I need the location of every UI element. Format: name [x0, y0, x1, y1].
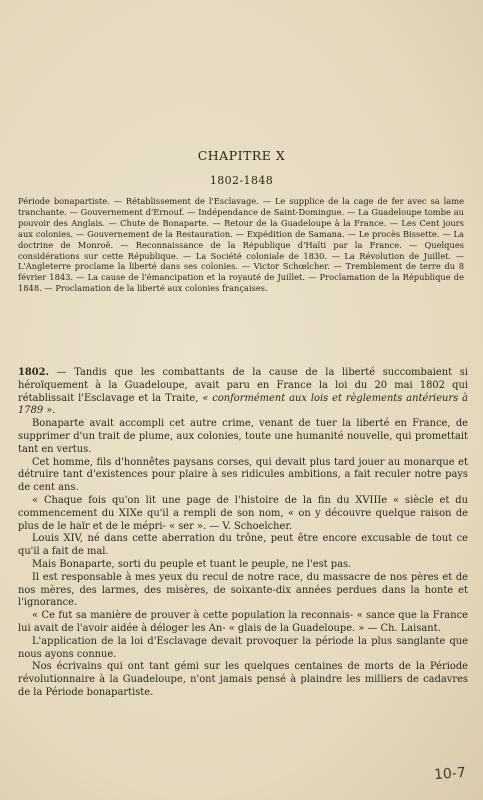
- chapter-dates: 1802-1848: [209, 174, 274, 187]
- paragraph: Louis XIV, né dans cette aberration du trône, peut être encore excusable de tout ce qu'il a fait de mal.: [18, 533, 468, 558]
- body-text: [18, 367, 468, 700]
- paragraph: [18, 367, 468, 418]
- handwritten-note: 10-7: [433, 764, 467, 784]
- paragraph: « Chaque fois qu'on lit une page de l'histoire de la fin du XVIIIe « siècle et du commencement du XIXe qu'il a rempli de son nom, « on y découvre quelque raison de plus de le haïr et de le mépri- « ser ». — V. Schoelcher.: [18, 494, 468, 532]
- paragraph: Il est responsable à mes yeux du recul de notre race, du massacre de nos pères et de nos mères, des larmes, des misères, de soixante-dix années perdues dans la honte et l'ignorance.: [18, 571, 468, 609]
- paragraph-year: 1802.: [18, 367, 49, 378]
- paragraph-quote: « conformément aux lois et règlements antérieurs à 1789 ».: [18, 392, 469, 417]
- chapter-title: CHAPITRE X: [197, 148, 286, 163]
- paragraph: Cet homme, fils d'honnêtes paysans corses, qui devait plus tard jouer au monarque et détruire tant d'existences pour plaire à ses ridicules ambitions, a fait reculer notre pays de cent ans.: [18, 456, 468, 494]
- paragraph: Bonaparte avait accompli cet autre crime, venant de tuer la liberté en France, de supprimer d'un trait de plume, aux colonies, toute une humanité nouvelle, qui promettait tant en vertus.: [18, 418, 468, 455]
- paragraph: Mais Bonaparte, sorti du peuple et tuant le peuple, ne l'est pas.: [32, 558, 352, 570]
- paragraph: L'application de la loi d'Esclavage devait provoquer la période la plus sanglante que nous ayons connue.: [18, 635, 468, 660]
- paragraph: « Ce fut sa manière de prouver à cette population la reconnais- « sance que la France lui avait de l'avoir aidée à déloger les An- « glais de la Guadeloupe. » — Ch. Laisant.: [18, 610, 468, 634]
- paragraph: Nos écrivains qui ont tant gémi sur les quelques centaines de morts de la Période révolutionnaire à la Guadeloupe, n'ont jamais pensé à plaindre les milliers de cadavres de la Période bonapartiste.: [18, 661, 468, 698]
- paragraph-text: — Tandis que les combattants de la cause de la liberté succombaient si héroïquement à la Guadeloupe, avait paru en France la loi du 20 mai 1802 qui rétablissait l'Esclavage et la Traite,: [18, 367, 468, 404]
- chapter-summary: Période bonapartiste. — Rétablissement de l'Esclavage. — Le supplice de la cage de fer avec sa lame tranchante. — Gouvernement d'Ernouf. — Indépendance de Saint-Domingue. — La Guadeloupe tombe au pouvoir des Anglais. — Chute de Bonaparte. — Retour de la Guadeloupe à la France. — Les Cent jours aux colonies. — Gouvernement de la Restauration. — Expédition de Samana. — Le procès Bissette. — La doctrine de Monroë. — Reconnaissance de la République d'Haïti par la France. — Quelques considérations sur cette République. — La Société coloniale de 1830. — La Révolution de Juillet. — L'Angleterre proclame la liberté dans ses colonies. — Victor Schœlcher. — Tremblement de terre du 8 février 1843. — La cause de l'émancipation et la royauté de Juillet. — Proclamation de la République de 1848. — Proclamation de la liberté aux colonies françaises.: [18, 196, 464, 294]
